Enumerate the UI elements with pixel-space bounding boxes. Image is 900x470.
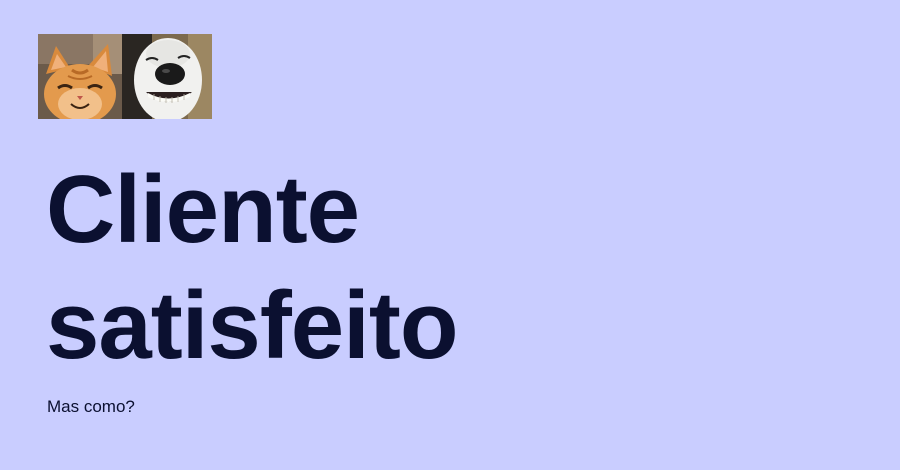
page-title — [46, 152, 457, 384]
subtitle: Mas como? — [47, 397, 135, 416]
title-line-2: satisfeito — [46, 272, 458, 379]
title-line-1: Cliente — [46, 156, 360, 263]
smiling-cat-image — [38, 34, 122, 119]
grinning-dog-image — [122, 34, 212, 119]
meme-photos — [38, 34, 212, 119]
